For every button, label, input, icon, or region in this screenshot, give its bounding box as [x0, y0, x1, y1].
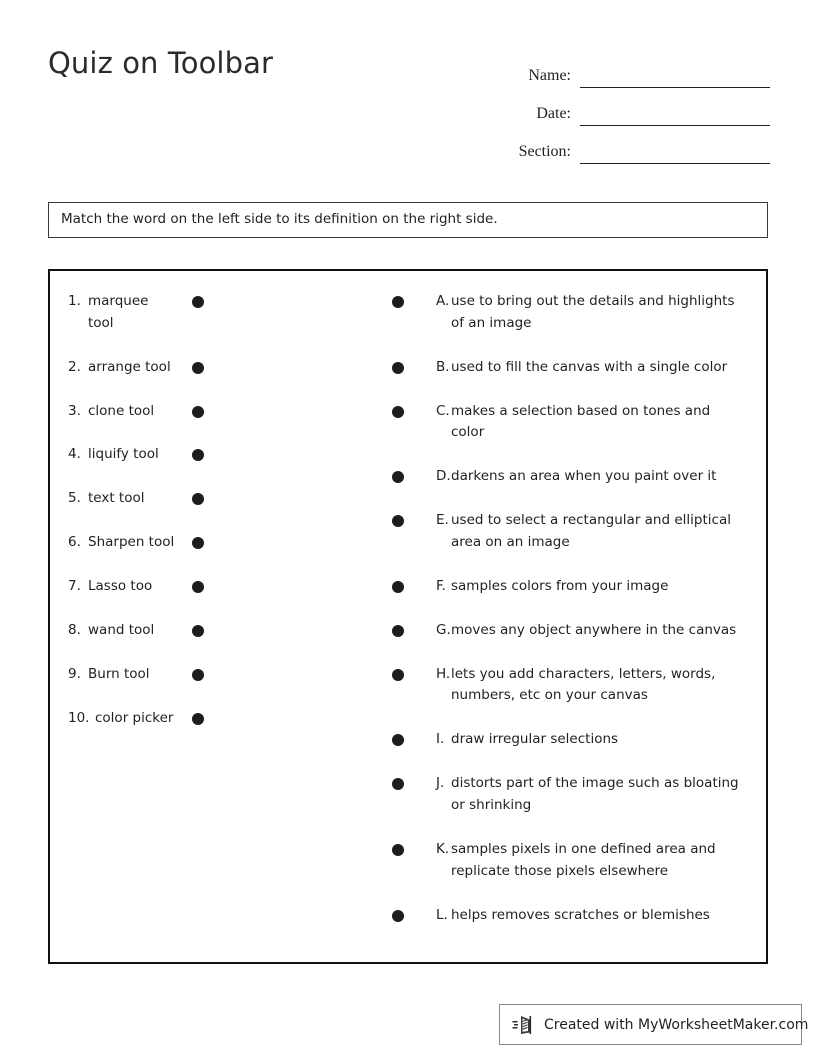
term-label: Lasso too	[88, 578, 153, 595]
term-label: color picker	[95, 709, 174, 726]
definition-match-dot[interactable]	[392, 625, 404, 637]
definition-body: used to select a rectangular and elliptical area on an image	[451, 512, 731, 551]
definition-match-dot[interactable]	[392, 362, 404, 374]
term-row	[68, 708, 258, 730]
definition-text	[436, 664, 746, 708]
definition-row	[392, 510, 752, 554]
term-row	[68, 357, 258, 379]
definition-body: helps removes scratches or blemishes	[451, 906, 710, 923]
term-text	[68, 664, 178, 686]
instruction-box	[48, 202, 768, 238]
definition-match-dot[interactable]	[392, 515, 404, 527]
term-match-dot[interactable]	[192, 581, 204, 593]
definition-match-dot[interactable]	[392, 581, 404, 593]
definition-letter: G.	[436, 621, 451, 638]
term-number: 2.	[68, 358, 81, 375]
definition-letter: E.	[436, 512, 449, 529]
definitions-column	[392, 291, 752, 948]
definition-letter: A.	[436, 293, 450, 309]
definition-text	[436, 576, 746, 598]
term-number: 5.	[68, 490, 81, 507]
definition-letter: K.	[436, 840, 450, 857]
definition-letter: H.	[436, 665, 451, 682]
term-number: 3.	[68, 402, 81, 419]
definition-row	[392, 466, 752, 488]
term-text	[68, 291, 178, 335]
definition-match-dot[interactable]	[392, 910, 404, 922]
definition-text	[436, 510, 746, 554]
definition-text	[436, 839, 746, 883]
term-row	[68, 444, 258, 466]
definition-body: lets you add characters, letters, words, numbers, etc on your canvas	[451, 665, 716, 704]
page-title: Quiz on Toolbar	[48, 46, 273, 80]
created-with-label: Created with MyWorksheetMaker.com	[544, 1016, 809, 1033]
definition-letter: C.	[436, 402, 450, 419]
definition-match-dot[interactable]	[392, 669, 404, 681]
definition-row	[392, 905, 752, 927]
matching-exercise-box	[48, 269, 768, 964]
term-match-dot[interactable]	[192, 406, 204, 418]
name-write-in-line[interactable]	[580, 68, 770, 88]
term-text	[68, 357, 178, 379]
definition-body: use to bring out the details and highlights of an image	[451, 293, 735, 331]
date-write-in-line[interactable]	[580, 106, 770, 126]
definition-text	[436, 905, 746, 927]
section-label: Section:	[518, 143, 571, 160]
term-number: 10.	[68, 709, 90, 726]
definition-body: distorts part of the image such as bloating or shrinking	[451, 775, 739, 814]
term-text	[68, 401, 178, 423]
definition-letter: L.	[436, 906, 448, 923]
term-label: liquify tool	[88, 446, 159, 463]
term-text	[68, 488, 178, 510]
term-row	[68, 620, 258, 642]
section-write-in-line[interactable]	[580, 144, 770, 164]
definition-body: makes a selection based on tones and color	[451, 402, 711, 441]
definition-body: samples colors from your image	[451, 577, 669, 594]
definition-row	[392, 357, 752, 379]
definition-text	[436, 401, 746, 445]
term-text	[68, 532, 178, 554]
term-text	[68, 576, 178, 598]
term-match-dot[interactable]	[192, 669, 204, 681]
term-row	[68, 291, 258, 335]
definition-text	[436, 729, 746, 751]
term-match-dot[interactable]	[192, 625, 204, 637]
definition-row	[392, 291, 752, 335]
definition-row	[392, 576, 752, 598]
instruction-text: Match the word on the left side to its definition on the right side.	[61, 211, 498, 228]
definition-row	[392, 401, 752, 445]
term-number: 4.	[68, 446, 81, 463]
info-row-section	[430, 126, 770, 164]
definition-match-dot[interactable]	[392, 471, 404, 483]
term-label: marquee tool	[88, 293, 149, 331]
term-label: text tool	[88, 490, 145, 507]
term-number: 6.	[68, 534, 81, 551]
definition-row	[392, 773, 752, 817]
term-label: arrange tool	[88, 358, 171, 375]
term-match-dot[interactable]	[192, 362, 204, 374]
term-row	[68, 532, 258, 554]
definition-text	[436, 357, 746, 379]
definition-letter: B.	[436, 358, 450, 375]
definition-match-dot[interactable]	[392, 844, 404, 856]
term-number: 7.	[68, 578, 81, 595]
definition-row	[392, 620, 752, 642]
definition-row	[392, 729, 752, 751]
term-match-dot[interactable]	[192, 713, 204, 725]
definition-letter: F.	[436, 577, 446, 594]
term-number: 9.	[68, 665, 81, 682]
definition-match-dot[interactable]	[392, 734, 404, 746]
definition-match-dot[interactable]	[392, 778, 404, 790]
info-row-name	[430, 50, 770, 88]
definition-body: samples pixels in one defined area and replicate those pixels elsewhere	[451, 840, 716, 879]
term-row	[68, 488, 258, 510]
created-with-badge[interactable]	[499, 1004, 809, 1045]
term-label: clone tool	[88, 402, 155, 419]
term-text	[68, 444, 178, 466]
definition-body: used to fill the canvas with a single color	[451, 358, 728, 375]
term-number: 8.	[68, 621, 81, 638]
term-text	[68, 708, 178, 730]
definition-body: darkens an area when you paint over it	[451, 468, 717, 485]
term-match-dot[interactable]	[192, 296, 204, 308]
definition-row	[392, 839, 752, 883]
term-row	[68, 576, 258, 598]
term-label: wand tool	[88, 621, 155, 638]
definition-match-dot[interactable]	[392, 296, 404, 308]
worksheet-maker-pennant-logo-icon	[512, 1013, 536, 1037]
term-label: Sharpen tool	[88, 534, 175, 551]
name-label: Name:	[528, 67, 571, 84]
definition-letter: J.	[436, 775, 445, 792]
definition-letter: D.	[436, 468, 451, 485]
term-text	[68, 620, 178, 642]
term-label: Burn tool	[88, 665, 150, 682]
student-info-fields	[430, 50, 770, 164]
definition-letter: I.	[436, 731, 445, 748]
term-row	[68, 401, 258, 423]
definition-row	[392, 664, 752, 708]
definition-text	[436, 773, 746, 817]
terms-column	[68, 291, 258, 751]
definition-text	[436, 291, 746, 335]
definition-text	[436, 466, 746, 488]
definition-body: moves any object anywhere in the canvas	[451, 621, 737, 638]
term-row	[68, 664, 258, 686]
definition-body: draw irregular selections	[451, 731, 619, 748]
term-match-dot[interactable]	[192, 493, 204, 505]
term-number: 1.	[68, 293, 81, 309]
definition-text	[436, 620, 746, 642]
info-row-date	[430, 88, 770, 126]
page-header	[0, 0, 816, 180]
term-match-dot[interactable]	[192, 449, 204, 461]
term-match-dot[interactable]	[192, 537, 204, 549]
date-label: Date:	[536, 105, 571, 122]
definition-match-dot[interactable]	[392, 406, 404, 418]
